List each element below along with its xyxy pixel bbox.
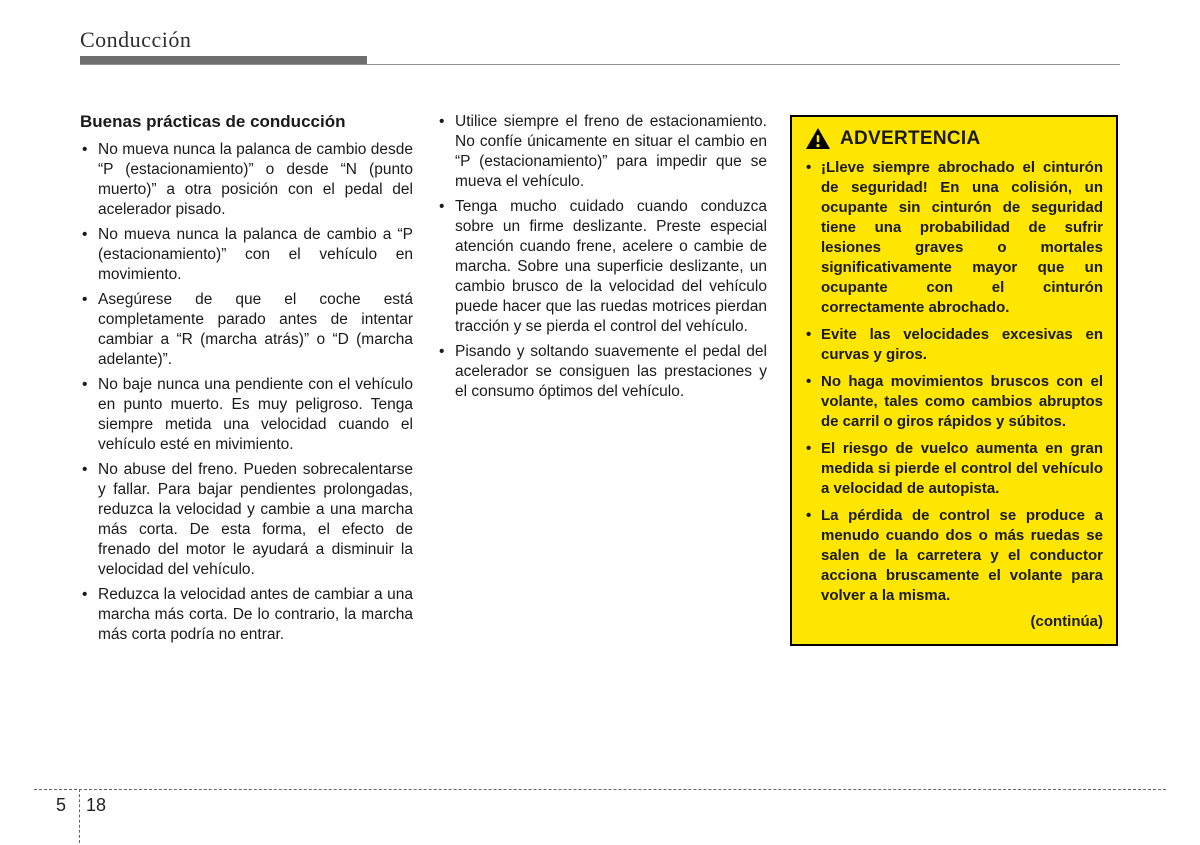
header-rule — [80, 56, 1120, 65]
chapter-title: Conducción — [80, 27, 192, 52]
bullet-item: • ¡Lleve siempre abrochado el cinturón de seguridad! En una colisión, un ocupante sin cinturón de seguridad tiene una probabilidad de sufrir lesiones graves o mortales significativamente mayor que un ocupante con el cinturón correctamente abrochado. — [805, 158, 1103, 318]
middle-column — [437, 112, 767, 407]
warning-box — [790, 115, 1118, 646]
continuation-note: (continúa) — [1030, 613, 1103, 630]
bullet-item: • No mueva nunca la palanca de cambio a “P (estacionamiento)” con el vehículo en movimiento. — [80, 225, 413, 285]
footer-dashed-rule — [34, 789, 1166, 790]
bullet-item: • Reduzca la velocidad antes de cambiar a una marcha más corta. De lo contrario, la marcha más corta podría no entrar. — [80, 585, 413, 645]
bullet-item: • No abuse del freno. Pueden sobrecalentarse y fallar. Para bajar pendientes prolongadas, reduzca la velocidad y cambie a una marcha más corta. De esta forma, el efecto de frenado del motor le ayudará a disminuir la velocidad del vehículo. — [80, 460, 413, 580]
warning-triangle-icon — [805, 127, 831, 150]
bullet-item: • Asegúrese de que el coche está completamente parado antes de intentar cambiar a “R (marcha atrás)” o “D (marcha adelante)”. — [80, 290, 413, 370]
footer-crop-mark — [79, 789, 80, 843]
bullet-item: • Evite las velocidades excesivas en curvas y giros. — [805, 325, 1103, 365]
middle-bullet-list — [437, 112, 767, 402]
header-rule-thin-line — [80, 64, 1120, 65]
bullet-item: • Utilice siempre el freno de estacionamiento. No confíe únicamente en situar el cambio en “P (estacionamiento)” para impedir que se mueva el vehículo. — [437, 112, 767, 192]
bullet-item: • El riesgo de vuelco aumenta en gran medida si pierde el control del vehículo a velocidad de autopista. — [805, 439, 1103, 499]
section-heading: Buenas prácticas de conducción — [80, 112, 346, 131]
warning-title: ADVERTENCIA — [840, 127, 981, 149]
warning-bullet-list — [805, 158, 1103, 606]
bullet-item: • Pisando y soltando suavemente el pedal del acelerador se consiguen las prestaciones y el consumo óptimos del vehículo. — [437, 342, 767, 402]
left-bullet-list — [80, 140, 413, 645]
bullet-item: • No baje nunca una pendiente con el vehículo en punto muerto. Es muy peligroso. Tenga siempre metida una velocidad cuando el vehículo esté en mivimiento. — [80, 375, 413, 455]
left-column — [80, 112, 413, 650]
bullet-item: • La pérdida de control se produce a menudo cuando dos o más ruedas se salen de la carretera y el conductor acciona bruscamente el volante para volver a la misma. — [805, 506, 1103, 606]
bullet-item: • No haga movimientos bruscos con el volante, tales como cambios abruptos de carril o giros rápidos y súbitos. — [805, 372, 1103, 432]
bullet-item: • Tenga mucho cuidado cuando conduzca sobre un firme deslizante. Preste especial atención cuando frene, acelere o cambie de marcha. Sobre una superficie deslizante, un cambio brusco de la velocidad del vehículo puede hacer que las ruedas motrices pierdan tracción y se pierda el control del vehículo. — [437, 197, 767, 337]
warning-header — [805, 127, 1103, 150]
bullet-item: • No mueva nunca la palanca de cambio desde “P (estacionamiento)” o desde “N (punto muerto)” a otra posición con el pedal del acelerador pisado. — [80, 140, 413, 220]
page-number: 18 — [86, 795, 107, 815]
chapter-number: 5 — [56, 795, 67, 815]
